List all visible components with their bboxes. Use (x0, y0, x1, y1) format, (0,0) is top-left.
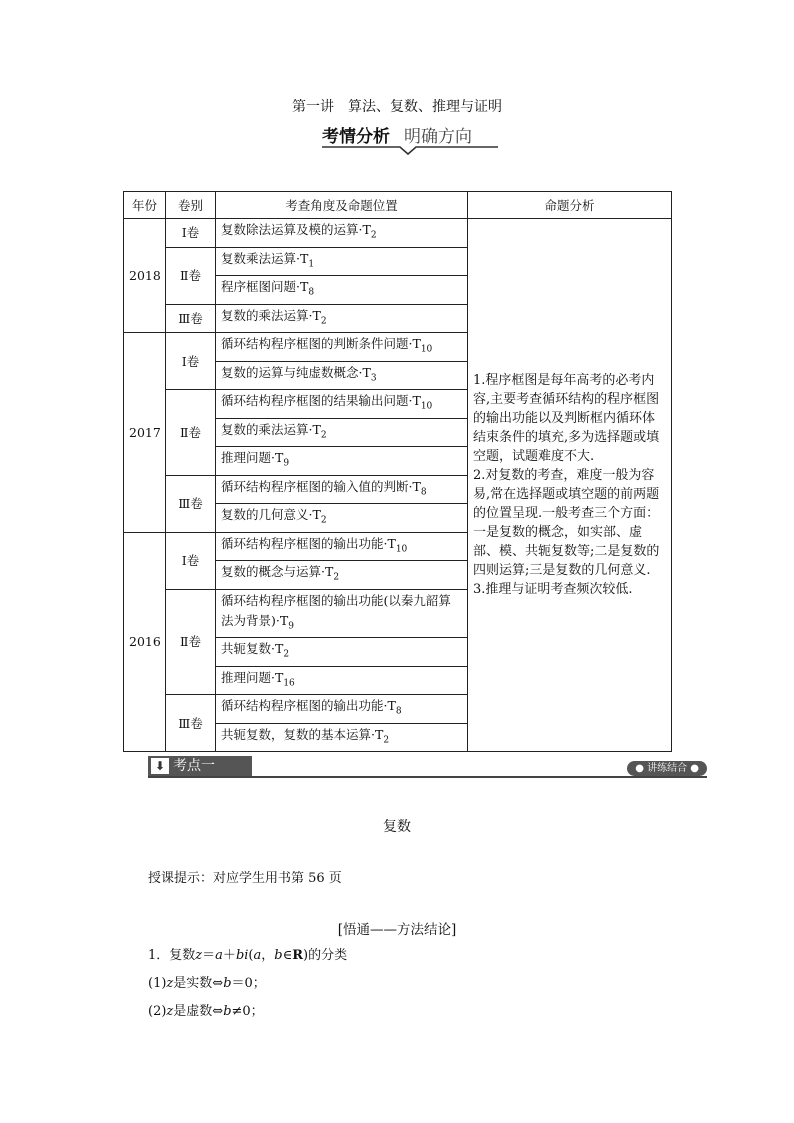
banner-right: 明确方向 (404, 127, 472, 147)
kaodian-tag (148, 756, 252, 776)
paper-cell: Ⅲ卷 (166, 304, 216, 333)
paper-cell: Ⅲ卷 (166, 475, 216, 532)
item-cell: 复数的运算与纯虚数概念$\cdot T_3$ (216, 361, 468, 390)
item-cell: 共轭复数$\cdot T_2$ (216, 638, 468, 667)
header-angle: 考查角度及命题位置 (216, 192, 468, 219)
kaodian-right-badge: ● 讲练结合 ● (627, 761, 707, 776)
text-line: (1)z是实数⇔b＝0； (148, 976, 266, 991)
year-cell: 2016 (124, 532, 166, 752)
analysis-cell (468, 219, 672, 752)
kaodian-label: 考点一 (173, 758, 215, 774)
paper-cell: Ⅲ卷 (166, 695, 216, 752)
method-title: [悟通——方法结论] (337, 922, 457, 938)
item-cell: 循环结构程序框图的输出功能$\cdot T_8$ (216, 695, 468, 724)
item-cell: 推理问题$\cdot T_9$ (216, 447, 468, 476)
paper-cell: Ⅱ卷 (166, 390, 216, 476)
header-paper: 卷别 (166, 192, 216, 219)
item-cell: 循环结构程序框图的输出功能(以秦九韶算法为背景)$\cdot T_9$ (216, 589, 468, 638)
item-cell: 推理问题$\cdot T_{16}$ (216, 666, 468, 695)
paper-cell: Ⅰ卷 (166, 532, 216, 589)
paper-cell: Ⅰ卷 (166, 219, 216, 248)
analysis-paragraph: 3.推理与证明考查频次较低. (473, 582, 633, 597)
item-cell: 循环结构程序框图的判断条件问题$\cdot T_{10}$ (216, 333, 468, 362)
teaching-hint: 授课提示：对应学生用书第 56 页 (148, 871, 342, 886)
text-line: 1．复数z＝a＋bi(a，b∈R)的分类 (148, 948, 348, 963)
paper-cell: Ⅱ卷 (166, 589, 216, 695)
lecture-title: 第一讲 算法、复数、推理与证明 (292, 99, 502, 115)
item-cell: 复数除法运算及模的运算$\cdot T_2$ (216, 219, 468, 248)
exam-analysis-table (123, 191, 672, 752)
divider (148, 776, 707, 778)
item-cell: 复数的几何意义$\cdot T_2$ (216, 504, 468, 533)
analysis-paragraph: 2.对复数的考查，难度一般为容易,常在选择题或填空题的前两题的位置呈现.一般考查三个方面：一是复数的概念，如实部、虚部、模、共轭复数等;二是复数的四则运算;三是复数的几何意义. (473, 468, 660, 578)
section-banner (0, 122, 794, 147)
analysis-paragraph: 1.程序框图是每年高考的必考内容,主要考查循环结构的程序框图的输出功能以及判断框内循环体结束条件的填充,多为选择题或填空题，试题难度不大. (473, 373, 660, 464)
kaodian-bar (148, 756, 707, 780)
banner-underline-icon (322, 146, 498, 156)
item-cell: 循环结构程序框图的结果输出问题$\cdot T_{10}$ (216, 390, 468, 419)
header-analysis: 命题分析 (468, 192, 672, 219)
year-cell: 2018 (124, 219, 166, 333)
item-cell: 共轭复数，复数的基本运算$\cdot T_2$ (216, 723, 468, 752)
down-arrow-icon: ⬇ (151, 758, 169, 774)
paper-cell: Ⅱ卷 (166, 247, 216, 304)
header-year: 年份 (124, 192, 166, 219)
paper-cell: Ⅰ卷 (166, 333, 216, 390)
section-title: 复数 (383, 819, 411, 835)
item-cell: 循环结构程序框图的输出功能$\cdot T_{10}$ (216, 532, 468, 561)
year-cell: 2017 (124, 333, 166, 533)
item-cell: 复数的乘法运算$\cdot T_2$ (216, 418, 468, 447)
banner-left: 考情分析 (322, 127, 390, 147)
item-cell: 复数乘法运算$\cdot T_1$ (216, 247, 468, 276)
text-line: (2)z是虚数⇔b≠0； (148, 1004, 264, 1019)
item-cell: 循环结构程序框图的输入值的判断$\cdot T_8$ (216, 475, 468, 504)
item-cell: 复数的乘法运算$\cdot T_2$ (216, 304, 468, 333)
item-cell: 程序框图问题$\cdot T_8$ (216, 276, 468, 305)
item-cell: 复数的概念与运算$\cdot T_2$ (216, 561, 468, 590)
